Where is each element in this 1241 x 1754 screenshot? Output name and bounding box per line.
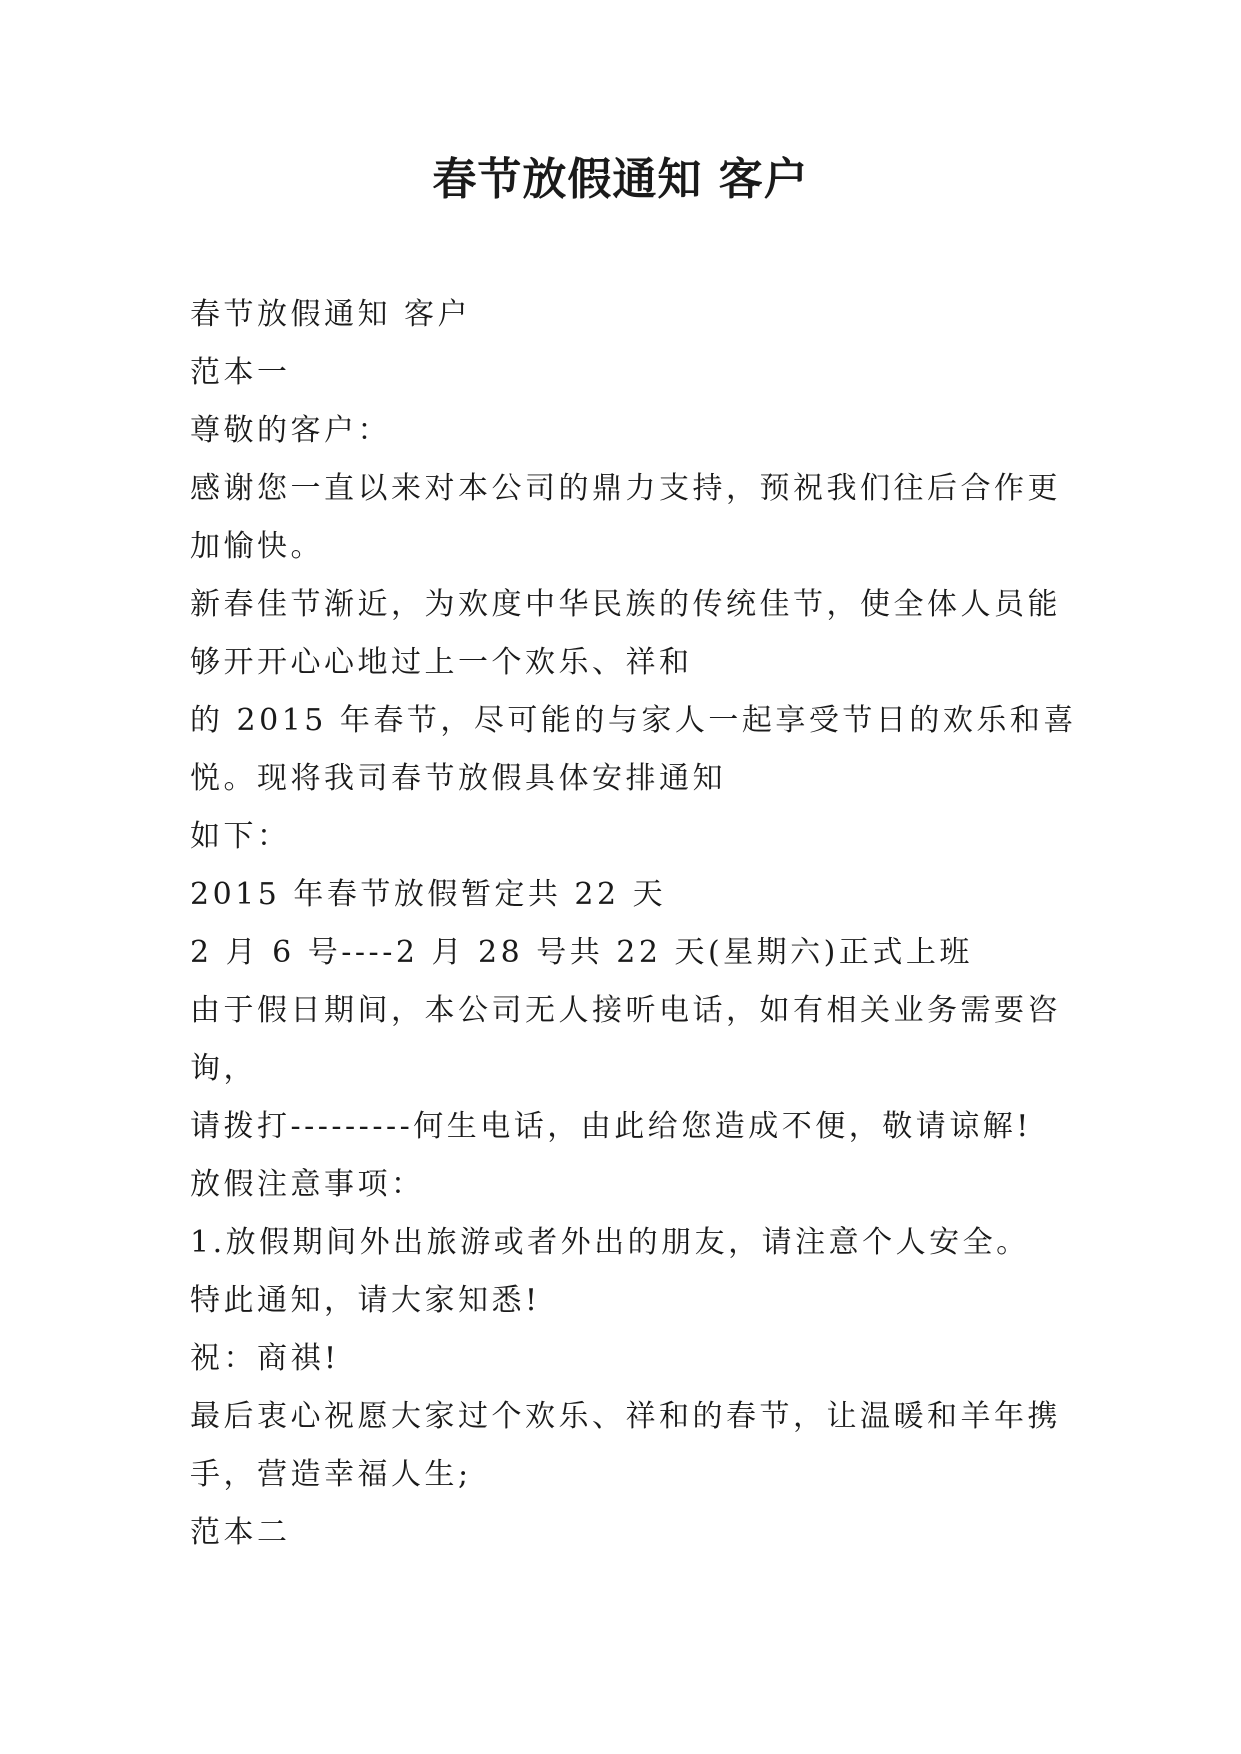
body-line-as-follows: 如下： — [190, 819, 291, 854]
body-line-salutation: 尊敬的客户： — [190, 413, 391, 448]
body-line-wishes: 祝：商祺! — [190, 1341, 340, 1376]
body-line-intro-cont-3: 悦。现将我司春节放假具体安排通知 — [190, 761, 726, 796]
body-line-intro-cont-1: 够开开心心地过上一个欢乐、祥和 — [190, 645, 693, 680]
body-line-intro: 新春佳节渐近，为欢度中华民族的传统佳节，使全体人员能 — [190, 587, 1061, 622]
body-line-heading: 春节放假通知 客户 — [190, 297, 472, 332]
body-line-phone: 请拨打---------何生电话，由此给您造成不便，敬请谅解! — [190, 1109, 1032, 1144]
document-body — [190, 286, 1077, 1562]
body-line-thanks: 感谢您一直以来对本公司的鼎力支持，预祝我们往后合作更 — [190, 471, 1061, 506]
body-line-note-1: 1.放假期间外出旅游或者外出的朋友，请注意个人安全。 — [190, 1225, 1030, 1260]
body-line-contact: 由于假日期间，本公司无人接听电话，如有相关业务需要咨 — [190, 993, 1061, 1028]
body-line-sample-one: 范本一 — [190, 355, 291, 390]
body-line-closing: 最后衷心祝愿大家过个欢乐、祥和的春节，让温暖和羊年携 — [190, 1399, 1061, 1434]
body-line-notes-heading: 放假注意事项： — [190, 1167, 425, 1202]
body-line-closing-cont: 手，营造幸福人生; — [190, 1457, 472, 1492]
body-line-contact-cont: 询， — [190, 1051, 257, 1086]
body-line-intro-cont-2: 的 2015 年春节，尽可能的与家人一起享受节日的欢乐和喜 — [190, 703, 1077, 738]
body-line-notice: 特此通知，请大家知悉! — [190, 1283, 541, 1318]
body-line-holiday-dates: 2 月 6 号----2 月 28 号共 22 天(星期六)正式上班 — [190, 935, 973, 970]
body-line-sample-two: 范本二 — [190, 1515, 291, 1550]
body-line-thanks-cont: 加愉快。 — [190, 529, 324, 564]
document-title: 春节放假通知 客户 — [432, 154, 809, 205]
body-line-holiday-length: 2015 年春节放假暂定共 22 天 — [190, 877, 667, 912]
